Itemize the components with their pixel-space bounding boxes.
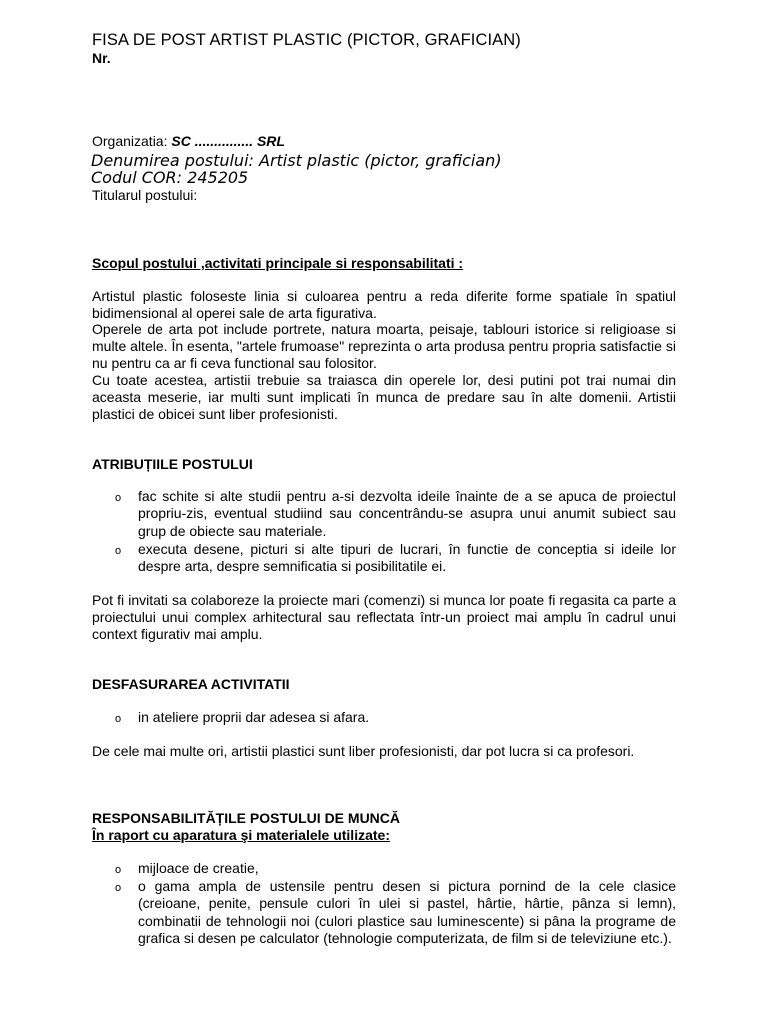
document-number-label: Nr. [92, 50, 111, 66]
duties-heading: ATRIBUȚIILE POSTULUI [92, 456, 253, 472]
responsibilities-subheading: În raport cu aparatura şi materialele utilizate: [92, 827, 390, 843]
responsibilities-item-1: mijloace de creatie, [138, 860, 259, 876]
job-title-line: Denumirea postului: Artist plastic (pictor, grafician) [91, 151, 502, 170]
list-bullet: o [115, 713, 122, 725]
list-bullet: o [115, 864, 122, 876]
activity-heading: DESFASURAREA ACTIVITATII [92, 676, 290, 692]
organization-value: SC ............... SRL [171, 133, 285, 149]
activity-item-1: in ateliere proprii dar adesea si afara. [138, 709, 370, 725]
scope-paragraph-1: Artistul plastic foloseste linia si culoarea pentru a reda diferite forme spatiale în spatiul bidimensional al operei sale de arta figurativa. [92, 288, 676, 321]
duties-item-1: fac schite si alte studii pentru a-si dezvolta ideile înainte de a se apuca de proiectul propriu-zis, eventual studiind sau concentrându-se asupra unui anumit subiect sau grup de obiecte sau materiale. [138, 488, 676, 539]
responsibilities-heading: RESPONSABILITĂȚILE POSTULUI DE MUNCĂ [92, 810, 401, 826]
duties-item-2: executa desene, picturi si alte tipuri de lucrari, în functie de conceptia si ideile lor despre arta, despre semnificatia si posibilitatile ei. [138, 541, 676, 575]
list-bullet: o [115, 882, 122, 894]
document-title: FISA DE POST ARTIST PLASTIC (PICTOR, GRAFICIAN) [92, 31, 521, 49]
duties-paragraph: Pot fi invitati sa colaboreze la proiecte mari (comenzi) si munca lor poate fi regasita ca parte a proiectului unui complex arhitectural sau reflectata într-un proiect mai amplu în cadrul unui context figurativ mai amplu. [92, 592, 676, 642]
activity-paragraph: De cele mai multe ori, artistii plastici sunt liber profesionisti, dar pot lucra si ca profesori. [92, 743, 635, 759]
list-bullet: o [115, 545, 122, 557]
list-bullet: o [115, 492, 122, 504]
scope-paragraph-3: Cu toate acestea, artistii trebuie sa traiasca din operele lor, desi putini pot trai numai din aceasta meserie, iar multi sunt implicati în munca de predare sau în alte domenii. Artistii plastici de obicei sunt liber profesionisti. [92, 372, 676, 422]
cor-code-line: Codul COR: 245205 [91, 168, 249, 187]
organization-line [92, 133, 285, 149]
scope-paragraph-2: Operele de arta pot include portrete, natura moarta, peisaje, tablouri istorice si religioase si multe altele. În esenta, "artele frumoase" reprezinta o arta produsa pentru propria satisfactie si nu pentru ca ar fi ceva functional sau folositor. [92, 321, 676, 371]
scope-heading: Scopul postului ,activitati principale si responsabilitati : [92, 255, 464, 271]
organization-label: Organizatia: [92, 133, 168, 149]
responsibilities-item-2: o gama ampla de ustensile pentru desen si pictura pornind de la cele clasice (creioane, penite, pensule culori în ulei si pastel, hârtie, hârtie, pânza si lemn), combinatii de tehnologii noi (culori plastice sau luminescente) si pâna la programe de grafica si desen pe calculator (tehnologie computerizata, de film si de televiziune etc.). [138, 878, 676, 947]
holder-line: Titularul postului: [92, 187, 198, 203]
